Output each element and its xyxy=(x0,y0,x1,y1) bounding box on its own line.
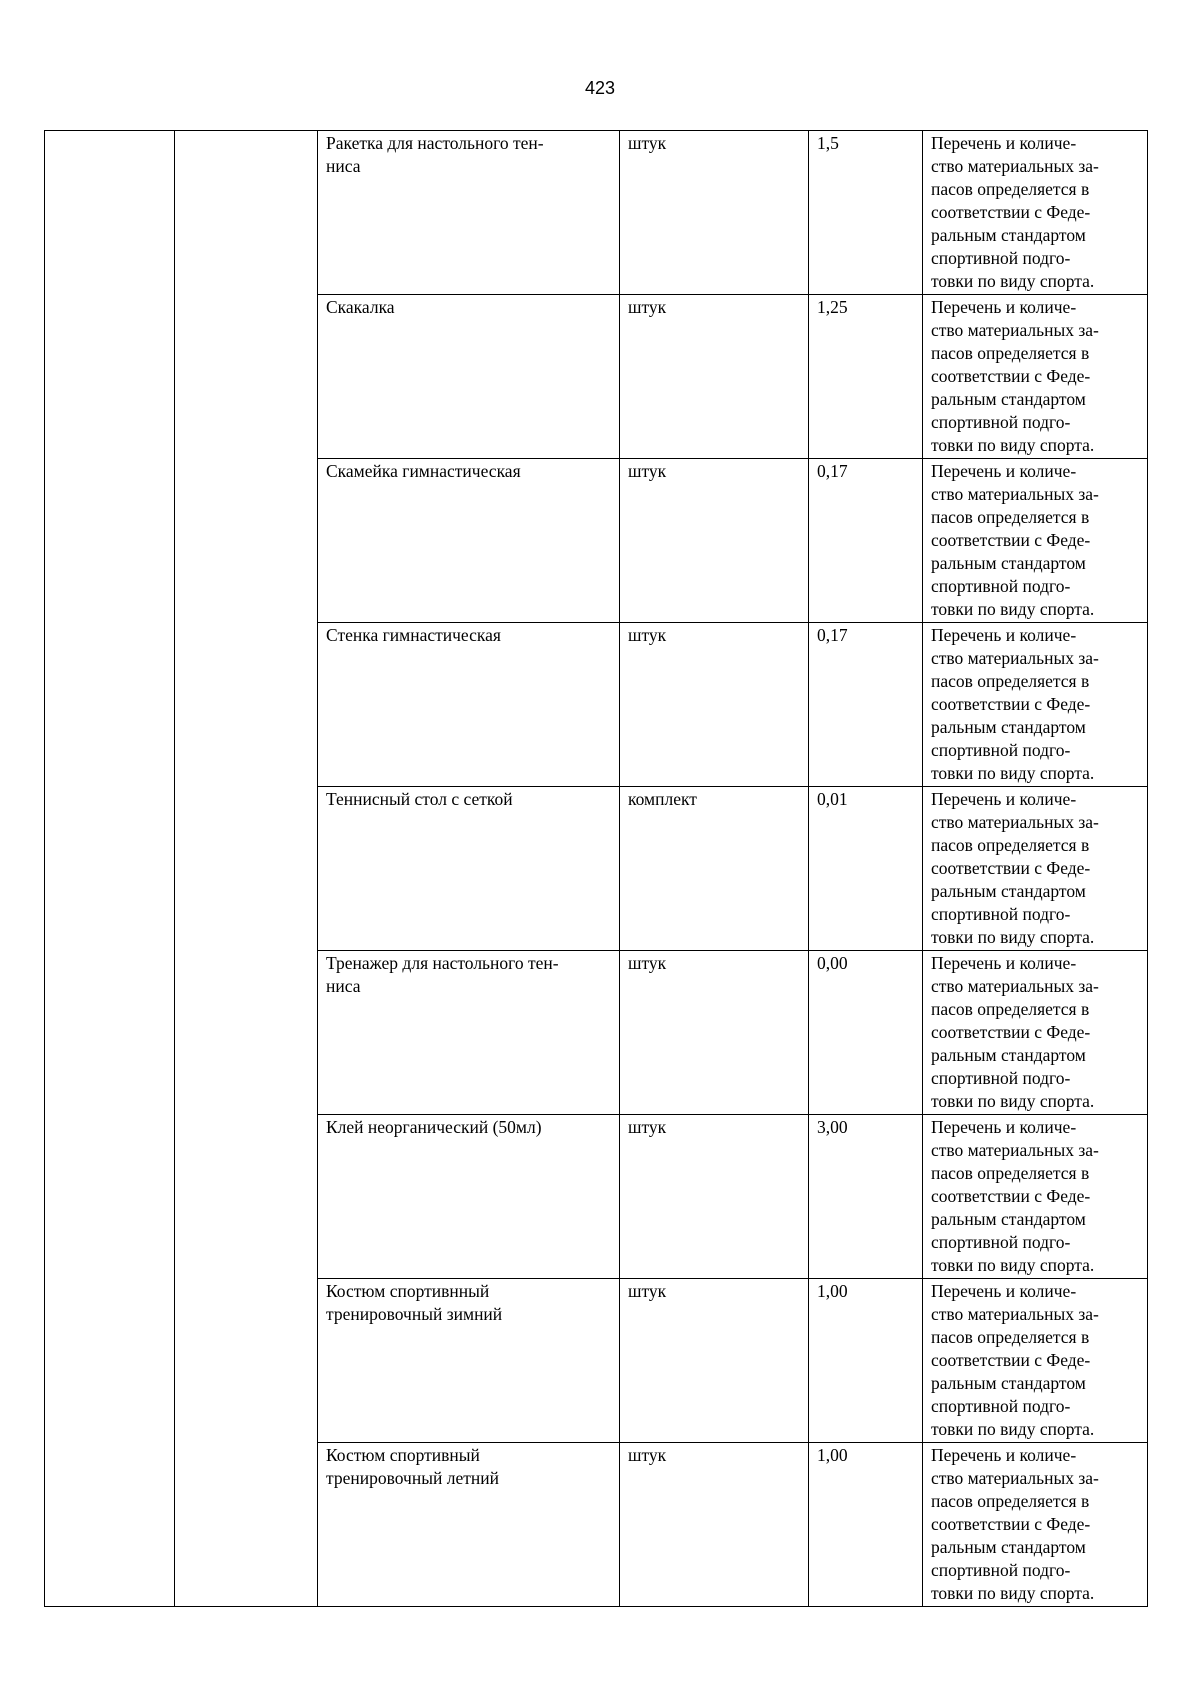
item-unit: штук xyxy=(628,1117,667,1137)
item-unit-cell xyxy=(620,1279,809,1443)
item-unit-cell xyxy=(620,459,809,623)
item-note: Перечень и количе- ство материальных за- пасов определяется в соответствии с Феде- ральным стандартом спортивной подго- товки по виду спорта. xyxy=(931,789,1099,947)
item-unit-cell xyxy=(620,623,809,787)
item-unit-cell xyxy=(620,787,809,951)
item-note-cell xyxy=(923,1443,1148,1607)
item-name: Ракетка для настольного тен- ниса xyxy=(326,133,544,176)
item-note: Перечень и количе- ство материальных за- пасов определяется в соответствии с Феде- ральным стандартом спортивной подго- товки по виду спорта. xyxy=(931,625,1099,783)
item-unit: штук xyxy=(628,461,667,481)
item-name: Стенка гимнастическая xyxy=(326,625,501,645)
item-note-cell xyxy=(923,1115,1148,1279)
materials-table-body xyxy=(45,131,1148,1607)
item-unit: штук xyxy=(628,297,667,317)
item-note: Перечень и количе- ство материальных за- пасов определяется в соответствии с Феде- ральным стандартом спортивной подго- товки по виду спорта. xyxy=(931,953,1099,1111)
item-name-cell xyxy=(318,131,620,295)
item-note: Перечень и количе- ство материальных за- пасов определяется в соответствии с Феде- ральным стандартом спортивной подго- товки по виду спорта. xyxy=(931,1445,1099,1603)
item-quantity-cell xyxy=(809,459,923,623)
blank-column-2 xyxy=(175,131,318,1607)
item-note-cell xyxy=(923,623,1148,787)
item-note-cell xyxy=(923,131,1148,295)
item-quantity: 1,5 xyxy=(817,133,839,153)
item-name-cell xyxy=(318,787,620,951)
item-note: Перечень и количе- ство материальных за- пасов определяется в соответствии с Феде- ральным стандартом спортивной подго- товки по виду спорта. xyxy=(931,1281,1099,1439)
item-unit: штук xyxy=(628,1445,667,1465)
materials-table xyxy=(44,130,1148,1607)
item-unit-cell xyxy=(620,951,809,1115)
item-name-cell xyxy=(318,951,620,1115)
item-unit-cell xyxy=(620,131,809,295)
item-quantity-cell xyxy=(809,787,923,951)
item-note: Перечень и количе- ство материальных за- пасов определяется в соответствии с Феде- ральным стандартом спортивной подго- товки по виду спорта. xyxy=(931,297,1099,455)
item-unit: штук xyxy=(628,1281,667,1301)
item-note-cell xyxy=(923,951,1148,1115)
item-name: Скакалка xyxy=(326,297,395,317)
item-name-cell xyxy=(318,1115,620,1279)
item-quantity-cell xyxy=(809,1115,923,1279)
item-name-cell xyxy=(318,623,620,787)
item-unit-cell xyxy=(620,295,809,459)
item-quantity: 0,17 xyxy=(817,461,848,481)
item-unit: штук xyxy=(628,133,667,153)
item-quantity-cell xyxy=(809,951,923,1115)
item-quantity: 1,25 xyxy=(817,297,848,317)
item-name: Тренажер для настольного тен- ниса xyxy=(326,953,559,996)
table-row xyxy=(45,131,1148,295)
item-name: Костюм спортивнный тренировочный зимний xyxy=(326,1281,503,1324)
item-quantity-cell xyxy=(809,295,923,459)
item-unit: штук xyxy=(628,625,667,645)
item-name: Костюм спортивный тренировочный летний xyxy=(326,1445,499,1488)
item-name-cell xyxy=(318,1279,620,1443)
item-unit-cell xyxy=(620,1115,809,1279)
item-name: Клей неорганический (50мл) xyxy=(326,1117,542,1137)
item-unit-cell xyxy=(620,1443,809,1607)
item-quantity: 1,00 xyxy=(817,1445,848,1465)
page-number: 423 xyxy=(584,78,616,98)
item-unit: комплект xyxy=(628,789,697,809)
item-note-cell xyxy=(923,459,1148,623)
item-quantity-cell xyxy=(809,1443,923,1607)
item-note: Перечень и количе- ство материальных за- пасов определяется в соответствии с Феде- ральным стандартом спортивной подго- товки по виду спорта. xyxy=(931,133,1099,291)
item-name-cell xyxy=(318,1443,620,1607)
item-unit: штук xyxy=(628,953,667,973)
item-quantity: 0,00 xyxy=(817,953,848,973)
item-quantity-cell xyxy=(809,131,923,295)
item-note-cell xyxy=(923,787,1148,951)
item-quantity-cell xyxy=(809,1279,923,1443)
item-note-cell xyxy=(923,1279,1148,1443)
item-note-cell xyxy=(923,295,1148,459)
item-quantity: 0,17 xyxy=(817,625,848,645)
item-name-cell xyxy=(318,295,620,459)
item-quantity-cell xyxy=(809,623,923,787)
item-name: Теннисный стол с сеткой xyxy=(326,789,513,809)
item-note: Перечень и количе- ство материальных за- пасов определяется в соответствии с Феде- ральным стандартом спортивной подго- товки по виду спорта. xyxy=(931,461,1099,619)
item-quantity: 3,00 xyxy=(817,1117,848,1137)
item-name: Скамейка гимнастическая xyxy=(326,461,521,481)
item-note: Перечень и количе- ство материальных за- пасов определяется в соответствии с Феде- ральным стандартом спортивной подго- товки по виду спорта. xyxy=(931,1117,1099,1275)
item-name-cell xyxy=(318,459,620,623)
item-quantity: 1,00 xyxy=(817,1281,848,1301)
item-quantity: 0,01 xyxy=(817,789,848,809)
blank-column-1 xyxy=(45,131,175,1607)
